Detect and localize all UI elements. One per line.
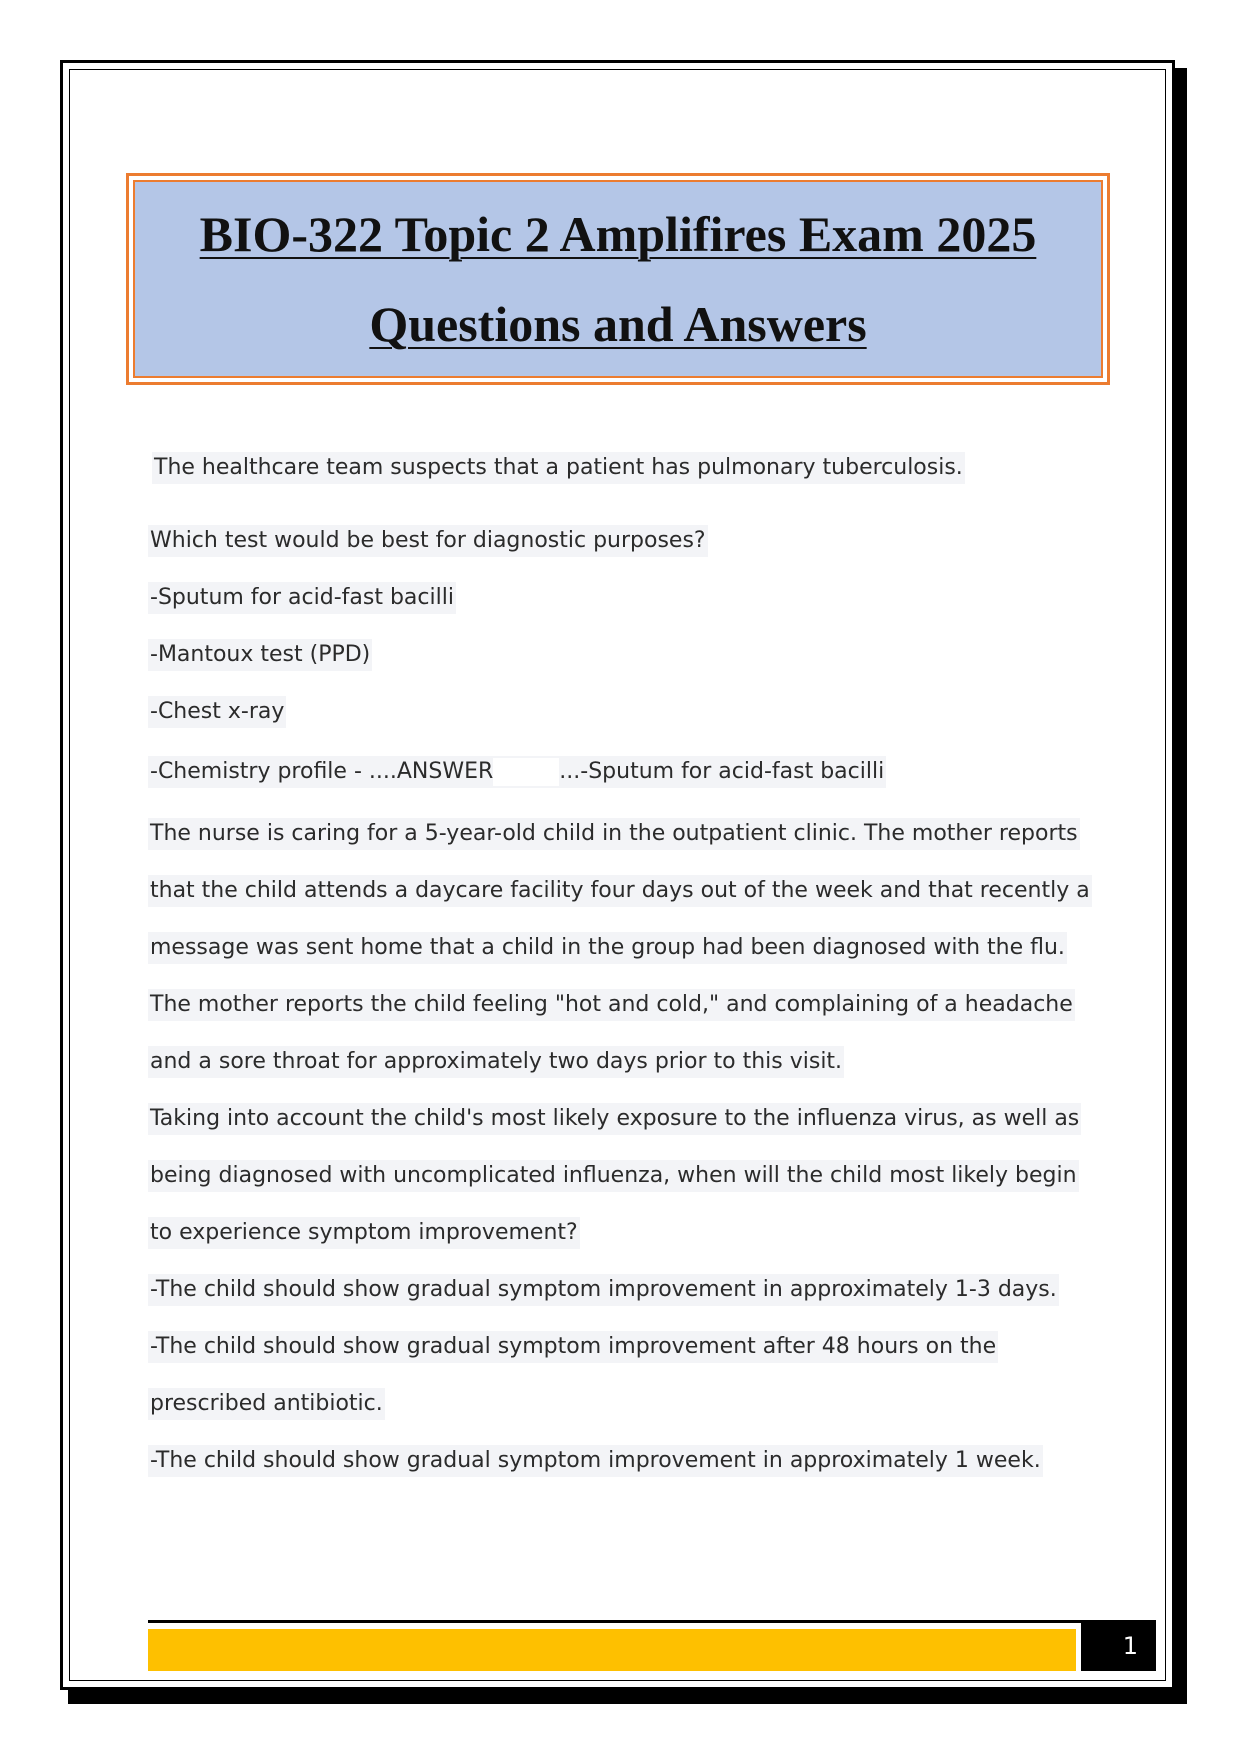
title-box-fill [133,180,1103,378]
question-2-option-2: -The child should show gradual symptom improvement after 48 hours on the [148,1331,998,1363]
question-1-option-3: -Chest x-ray [148,696,286,728]
question-1-option-1: -Sputum for acid-fast bacilli [148,582,456,614]
question-2-line-6: Taking into account the child's most likely exposure to the influenza virus, as well as [148,1103,1081,1135]
question-2-line-1: The nurse is caring for a 5-year-old child in the outpatient clinic. The mother reports [148,818,1080,850]
question-1-option-4 [148,756,886,788]
question-1-prompt-2: Which test would be best for diagnostic purposes? [148,525,708,557]
title-box [126,173,1110,385]
question-2-option-3: -The child should show gradual symptom improvement in approximately 1 week. [148,1445,1043,1477]
question-2-line-2: that the child attends a daycare facility four days out of the week and that recently a [148,875,1092,907]
question-1-option-2: -Mantoux test (PPD) [148,639,372,671]
question-2-option-2-cont: prescribed antibiotic. [148,1388,385,1420]
question-2-line-7: being diagnosed with uncomplicated influenza, when will the child most likely begin [148,1160,1079,1192]
document-title-line-1: BIO-322 Topic 2 Amplifires Exam 2025 [199,206,1037,262]
question-2-line-3: message was sent home that a child in the group had been diagnosed with the flu. [148,932,1067,964]
footer-rule [148,1620,1083,1623]
question-2-line-5: and a sore throat for approximately two days prior to this visit. [148,1046,844,1078]
question-1-option-4-text: -Chemistry profile - ....ANSWER [150,759,494,784]
footer-bar [148,1629,1076,1671]
question-2-option-1: -The child should show gradual symptom improvement in approximately 1-3 days. [148,1274,1059,1306]
document-title-line-2: Questions and Answers [369,296,867,352]
page-number: 1 [1081,1620,1156,1671]
question-2-line-4: The mother reports the child feeling "hot and cold," and complaining of a headache [148,989,1075,1021]
question-1-prompt-1: The healthcare team suspects that a patient has pulmonary tuberculosis. [152,452,965,484]
question-1-answer: ...-Sputum for acid-fast bacilli [559,759,885,784]
question-2-line-8: to experience symptom improvement? [148,1217,580,1249]
answer-gap [493,758,559,786]
